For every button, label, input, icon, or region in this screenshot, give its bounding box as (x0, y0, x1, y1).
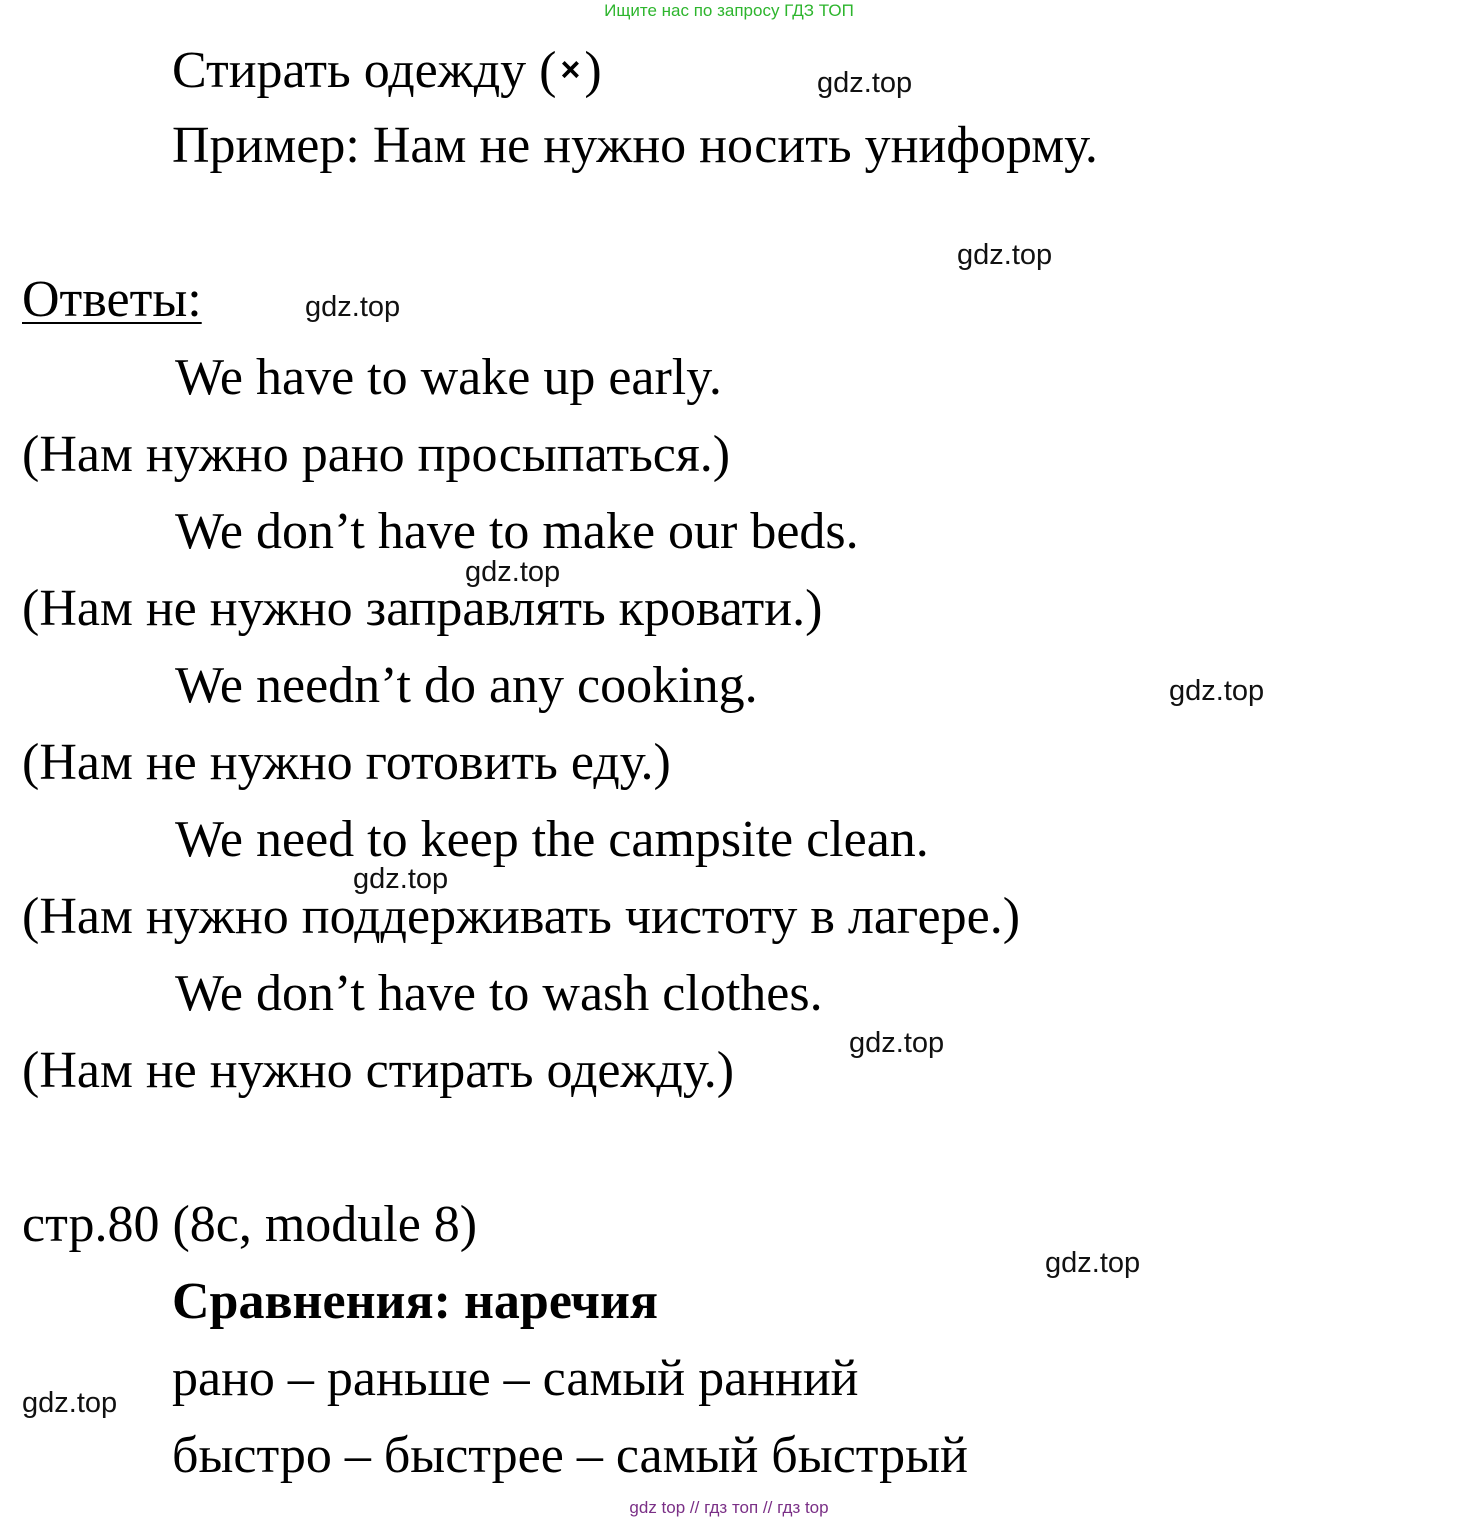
answer-ru-2: (Нам не нужно заправлять кровати.) (22, 580, 823, 637)
task-item-close: ) (584, 42, 602, 99)
answer-ru-5: (Нам не нужно стирать одежду.) (22, 1042, 735, 1099)
watermark: gdz.top (22, 1387, 118, 1419)
comparison-row-2: быстро – быстрее – самый быстрый (172, 1427, 968, 1484)
watermark: gdz.top (849, 1027, 945, 1059)
answer-ru-1: (Нам нужно рано просыпаться.) (22, 426, 731, 483)
task-example: Пример: Нам не нужно носить униформу. (172, 117, 1098, 174)
answer-ru-3: (Нам не нужно готовить еду.) (22, 734, 671, 791)
watermark: gdz.top (305, 291, 401, 323)
answer-en-3: We needn’t do any cooking. (175, 657, 758, 714)
section-title: Сравнения: наречия (172, 1273, 659, 1330)
answer-ru-4: (Нам нужно поддерживать чистоту в лагере.) (22, 888, 1021, 945)
comparison-row-1: рано – раньше – самый ранний (172, 1350, 859, 1407)
answer-en-2: We don’t have to make our beds. (175, 503, 859, 560)
watermark: gdz.top (353, 863, 449, 895)
watermark: gdz.top (817, 67, 913, 99)
answer-en-1: We have to wake up early. (175, 349, 722, 406)
answer-en-4: We need to keep the campsite clean. (175, 811, 929, 868)
task-item (172, 40, 602, 101)
cross-mark-icon: × (560, 51, 581, 89)
task-item-text: Стирать одежду ( (172, 42, 557, 99)
watermark: gdz.top (957, 239, 1053, 271)
watermark: gdz.top (1169, 675, 1265, 707)
footer-watermark: gdz top // гдз топ // гдз top (629, 1498, 829, 1517)
answers-heading: Ответы: (22, 271, 202, 328)
watermark: gdz.top (1045, 1247, 1141, 1279)
page-reference: стр.80 (8с, module 8) (22, 1196, 478, 1253)
answer-en-5: We don’t have to wash clothes. (175, 965, 823, 1022)
watermark: gdz.top (465, 556, 561, 588)
search-banner: Ищите нас по запросу ГДЗ ТОП (604, 1, 854, 20)
